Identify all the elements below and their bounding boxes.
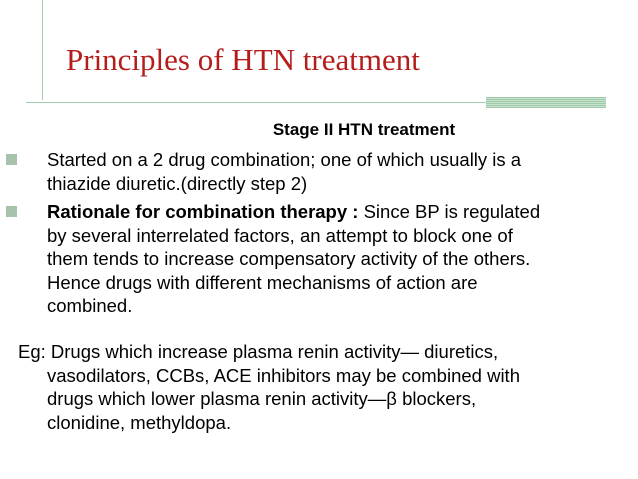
example-line: vasodilators, CCBs, ACE inhibitors may be combined with xyxy=(47,364,520,386)
bullet-line: thiazide diuretic.(directly step 2) xyxy=(47,172,308,194)
bullet-bold-lead: Rationale for combination therapy : xyxy=(47,201,359,222)
bullet-line xyxy=(47,200,540,224)
bullet-item-rationale xyxy=(47,200,540,318)
bullet-line: them tends to increase compensatory activity of the others. xyxy=(47,248,531,269)
bullet-item-drug-combination xyxy=(47,148,521,195)
square-bullet-icon xyxy=(6,206,17,217)
bullet-line: Hence drugs with different mechanisms of action are xyxy=(47,271,478,293)
title-accent-bar xyxy=(486,97,606,108)
bullet-line: by several interrelated factors, an attempt to block one of xyxy=(47,224,513,246)
example-line: clonidine, methyldopa. xyxy=(47,411,232,433)
example-line: Eg: Drugs which increase plasma renin activity— diuretics, xyxy=(18,341,499,362)
square-bullet-icon xyxy=(6,154,17,165)
slide-title: Principles of HTN treatment xyxy=(66,42,420,77)
title-accent-vertical-line xyxy=(42,0,43,100)
slide-subheading: Stage II HTN treatment xyxy=(272,120,456,139)
bullet-line-rest: Since BP is regulated xyxy=(358,201,541,222)
example-line: drugs which lower plasma renin activity—β blockers, xyxy=(47,388,477,409)
example-paragraph xyxy=(18,340,520,434)
bullet-line: Started on a 2 drug combination; one of which usually is a xyxy=(47,149,522,170)
bullet-line: combined. xyxy=(47,295,133,316)
